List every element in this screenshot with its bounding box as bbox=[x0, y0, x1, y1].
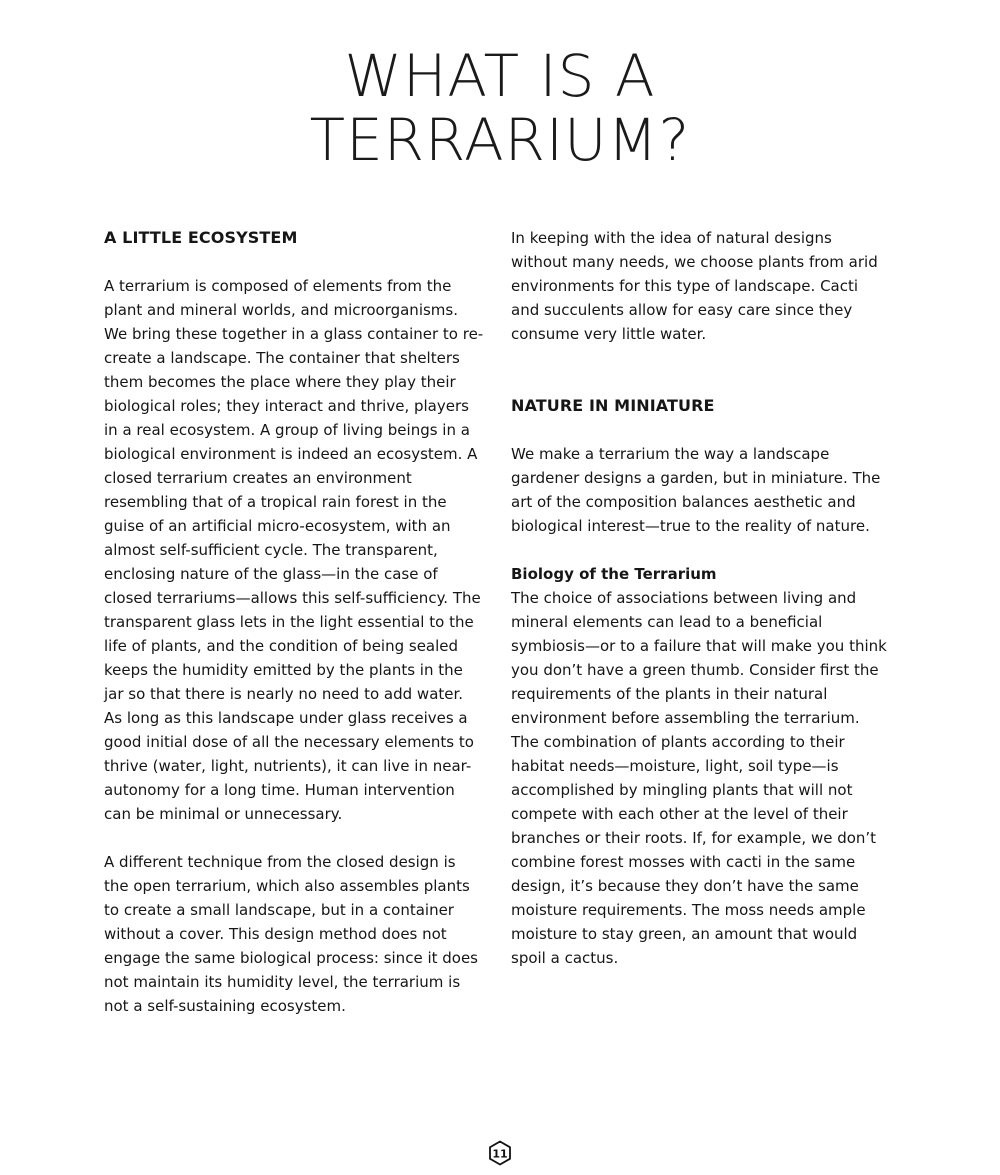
body-paragraph: We make a terrarium the way a landscape gardener designs a garden, but in miniature. The art of the composition balances aesthetic and biological interest—true to the reality of nature. bbox=[511, 445, 881, 535]
subsection-heading-biology: Biology of the Terrarium bbox=[511, 565, 717, 583]
body-paragraph: A different technique from the closed design is the open terrarium, which also assembles plants to create a small landscape, but in a container without a cover. This design method does not engage the same biological process: since it does not maintain its humidity level, the terrarium is not a self-sustaining ecosystem. bbox=[104, 853, 478, 1015]
body-paragraph: The choice of associations between living and mineral elements can lead to a beneficial symbiosis—or to a failure that will make you think you don’t have a green thumb. Consider first the requirements of the plants in their natural environment before assembling the terrarium. The combination of plants according to their habitat needs—moisture, light, soil type—is accomplished by mingling plants that will not compete with each other at the level of their branches or their roots. If, for example, we don’t combine forest mosses with cacti in the same design, it’s because they don’t have the same moisture requirements. The moss needs ample moisture to stay green, an amount that would spoil a cactus. bbox=[511, 589, 887, 967]
spacer bbox=[511, 346, 891, 394]
section-heading-little-ecosystem: A LITTLE ECOSYSTEM bbox=[104, 228, 298, 247]
spacer bbox=[511, 418, 891, 442]
hexagon-badge-icon bbox=[487, 1140, 513, 1166]
spacer bbox=[104, 826, 484, 850]
section-heading-nature-in-miniature: NATURE IN MINIATURE bbox=[511, 396, 715, 415]
spacer bbox=[104, 250, 484, 274]
page-number-label: 11 bbox=[492, 1147, 508, 1161]
page-title-line-1: WHAT IS A bbox=[344, 42, 656, 110]
page-title bbox=[0, 44, 1000, 172]
spacer bbox=[511, 538, 891, 562]
left-column bbox=[104, 226, 484, 1018]
body-paragraph: In keeping with the idea of natural designs without many needs, we choose plants from arid environments for this type of landscape. Cacti and succulents allow for easy care since they consume very little water. bbox=[511, 229, 878, 343]
page-number bbox=[487, 1140, 513, 1166]
right-column bbox=[511, 226, 891, 970]
body-paragraph: A terrarium is composed of elements from the plant and mineral worlds, and microorganisms. We bring these together in a glass container to re-create a landscape. The container that shelters them becomes the place where they play their biological roles; they interact and thrive, players in a real ecosystem. A group of living beings in a biological environment is indeed an ecosystem. A closed terrarium creates an environment resembling that of a tropical rain forest in the guise of an artificial micro-ecosystem, with an almost self-sufficient cycle. The transparent, enclosing nature of the glass—in the case of closed terrariums—allows this self-sufficiency. The transparent glass lets in the light essential to the life of plants, and the condition of being sealed keeps the humidity emitted by the plants in the jar so that there is nearly no need to add water. As long as this landscape under glass receives a good initial dose of all the necessary elements to thrive (water, light, nutrients), it can live in near-autonomy for a long time. Human intervention can be minimal or unnecessary. bbox=[104, 277, 484, 823]
page-title-line-2: TERRARIUM? bbox=[309, 106, 691, 174]
